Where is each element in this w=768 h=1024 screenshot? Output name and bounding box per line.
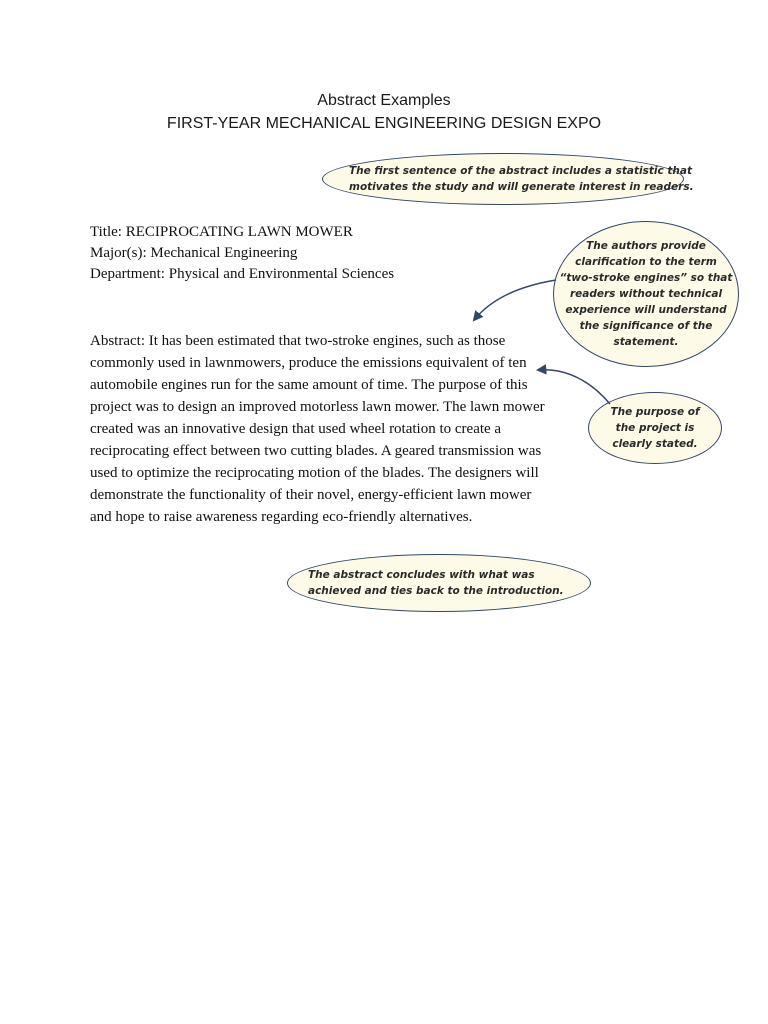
abstract-line: and hope to raise awareness regarding eco-friendly alternatives.	[90, 509, 473, 525]
callout-line: clearly stated.	[612, 438, 698, 450]
callout-line: readers without technical	[569, 288, 723, 300]
callout-line: The authors provide	[586, 240, 706, 252]
abstract-line: Abstract: It has been estimated that two-stroke engines, such as those	[90, 333, 506, 349]
callout-line: statement.	[613, 336, 679, 348]
project-title: Title: RECIPROCATING LAWN MOWER	[90, 224, 353, 240]
callout-line: the significance of the	[579, 320, 713, 332]
callout-line: The first sentence of the abstract includes a statistic that	[349, 165, 692, 177]
callout-line: experience will understand	[565, 304, 727, 316]
arrow-clarification	[474, 280, 556, 320]
callout-line: achieved and ties back to the introduction.	[308, 585, 564, 597]
callout-line: the project is	[615, 422, 695, 434]
callout-line: motivates the study and will generate interest in readers.	[349, 181, 694, 193]
project-major: Major(s): Mechanical Engineering	[90, 245, 298, 261]
document-heading: Abstract Examples	[317, 92, 451, 109]
document-subheading: FIRST-YEAR MECHANICAL ENGINEERING DESIGN EXPO	[166, 115, 602, 132]
abstract-line: project was to design an improved motorless lawn mower. The lawn mower	[90, 399, 545, 415]
abstract-line: created was an innovative design that used wheel rotation to create a	[90, 421, 502, 437]
callout-line: clarification to the term	[575, 256, 717, 268]
callout-line: The purpose of	[610, 406, 700, 418]
callout-line: “two-stroke engines” so that	[559, 272, 733, 284]
arrow-purpose	[538, 370, 610, 404]
abstract-line: used to optimize the reciprocating motion of the blades. The designers will	[90, 465, 539, 481]
abstract-line: demonstrate the functionality of their novel, energy-efficient lawn mower	[90, 487, 532, 503]
callout-line: The abstract concludes with what was	[308, 569, 535, 581]
project-department: Department: Physical and Environmental Sciences	[90, 266, 395, 282]
abstract-line: commonly used in lawnmowers, produce the emissions equivalent of ten	[90, 355, 527, 371]
abstract-line: automobile engines run for the same amount of time. The purpose of this	[90, 377, 528, 393]
abstract-line: reciprocating effect between two cutting blades. A geared transmission was	[90, 443, 542, 459]
